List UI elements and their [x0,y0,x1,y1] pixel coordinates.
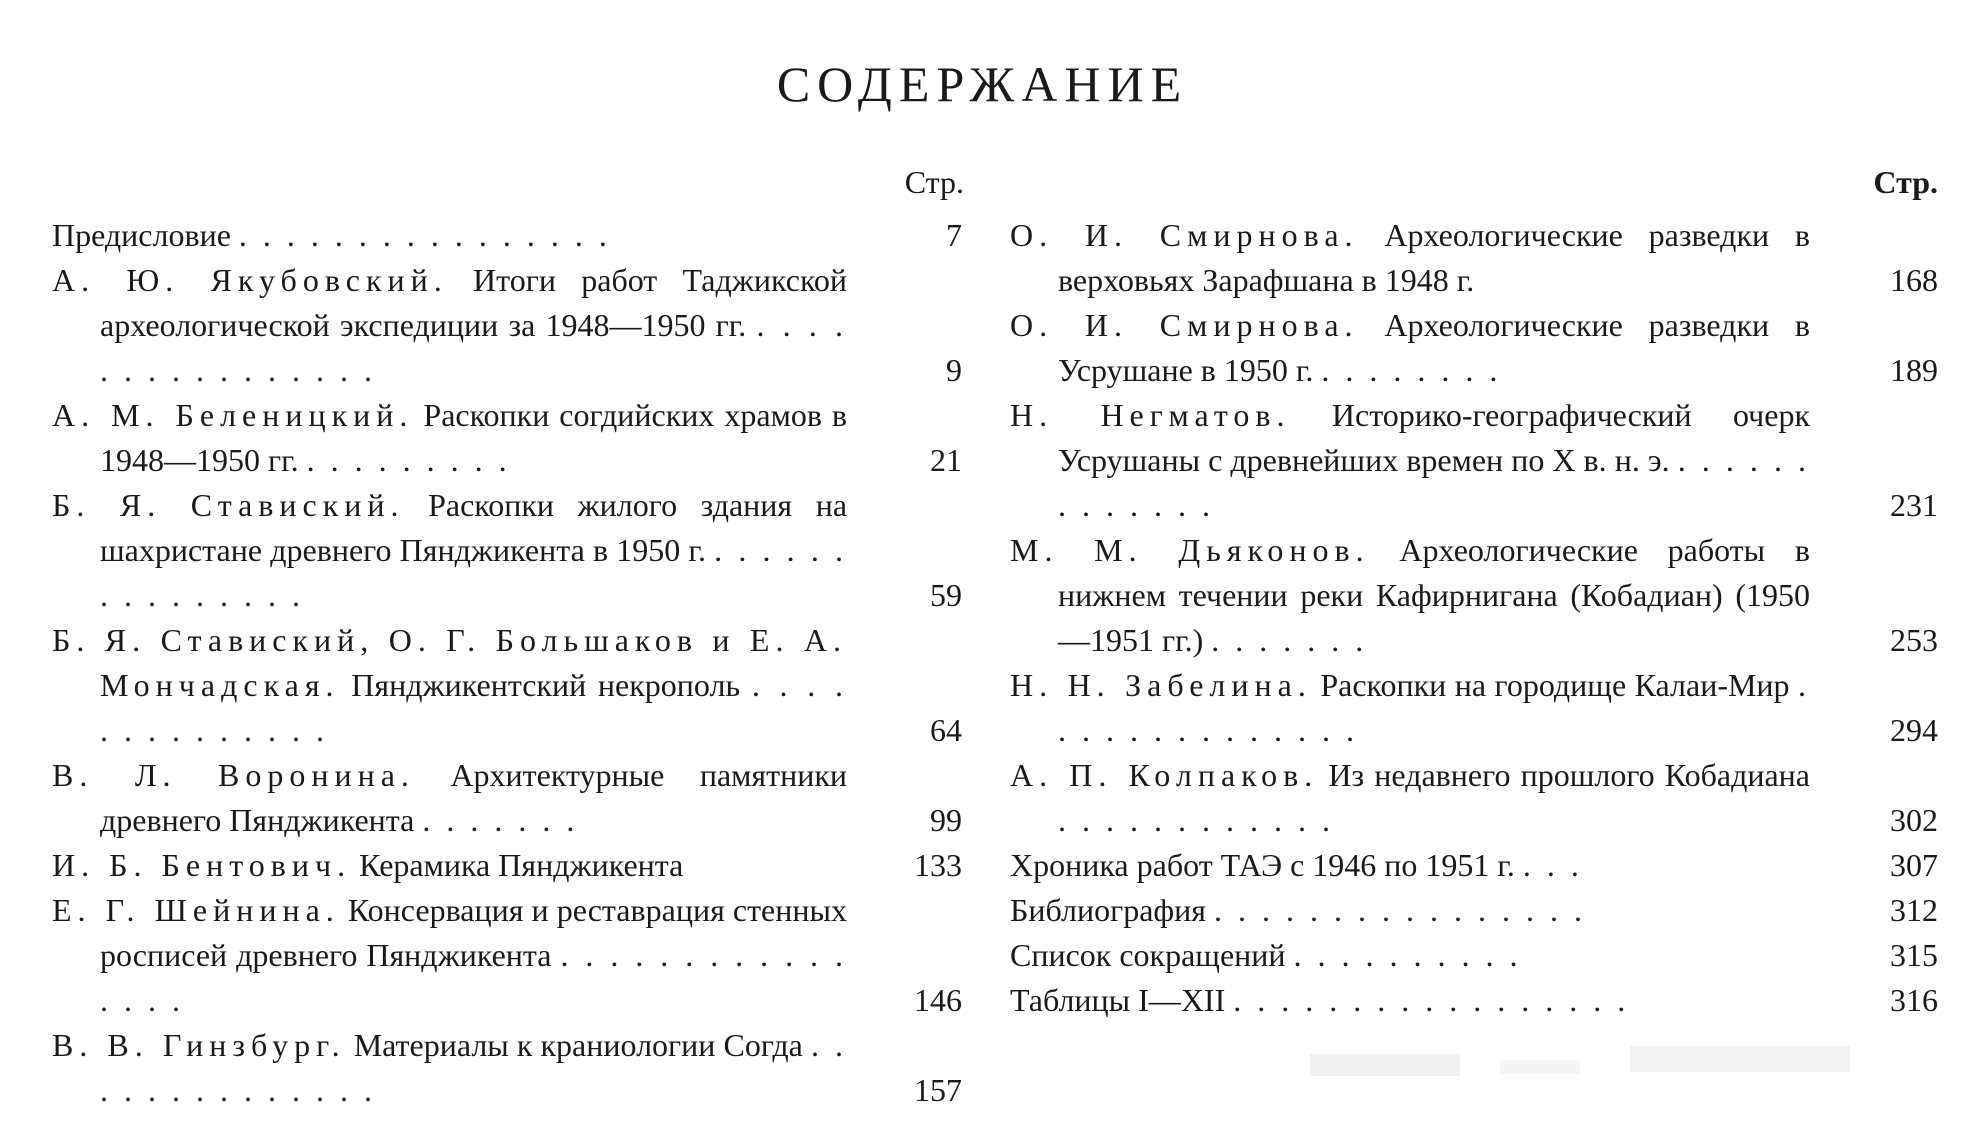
entry-title: Керамика Пянджикента [359,847,684,883]
entry-author: М. М. Дьяконов. [1010,532,1370,568]
entry-title: Консервация и реставрация стенных росписей древнего Пянджикента [100,892,848,973]
toc-entry[interactable] [52,258,967,393]
page-column-header: Стр. [1873,164,1938,200]
toc-entry[interactable] [1010,888,1938,933]
entry-author: Н. Негматов. [1010,397,1291,433]
stamp-smudge-icon [1300,1040,1880,1090]
page-number: 312 [1890,892,1938,928]
leader-dots: . . . . . . . . . . . . . . [100,667,848,748]
leader-dots: . . . . . . . . . . . . . [1058,442,1811,523]
entry-title: Археологические разведки в Усрушане в 1950 г. [1058,307,1811,388]
page-number: 253 [1890,622,1938,658]
entry-author: Б. Я. Ставиский, О. Г. Большаков и Е. А. Мончадская. [52,622,847,703]
leader-dots: . . . . . . . . . . . . . . . . [100,937,848,1018]
page-number: 157 [914,1072,962,1108]
entry-author: И. Б. Бентович. [52,847,352,883]
entry-author: О. И. Смирнова. [1010,217,1359,253]
entry-title: Из недавнего прошлого Кобадиана [1328,757,1811,793]
page-column-header: Стр. [904,164,964,200]
page-number: 307 [1890,847,1938,883]
entry-author: А. М. Беленицкий. [52,397,414,433]
page-number: 99 [930,802,962,838]
entry-title: Материалы к краниологии Согда [353,1027,803,1063]
page-number: 189 [1890,352,1938,388]
leader-dots: . . . [1522,847,1583,883]
leader-dots: . . . . . . . . . [306,442,511,478]
toc-entry[interactable] [1010,303,1938,393]
entry-title: Список сокращений [1010,937,1286,973]
entry-author: В. В. Гинзбург. [52,1027,346,1063]
entry-title: Раскопки жилого здания на шахристане древнего Пянджикента в 1950 г. [100,487,848,568]
entry-title: Раскопки на городище Калаи-Мир [1320,667,1790,703]
entry-title: Библиография [1010,892,1206,928]
leader-dots: . . . . . . . . . . . . [1058,802,1334,838]
entry-title: Таблицы I—XII [1010,982,1226,1018]
leader-dots: . . . . . . . . . . . . . . . [100,532,848,613]
entry-title: Архитектурные памятники древнего Пянджикента [100,757,848,838]
entry-title: Хроника работ ТАЭ с 1946 по 1951 г. [1010,847,1515,883]
toc-entry[interactable] [52,843,967,888]
leader-dots: . . . . . . . . . . . . . . . . [238,217,611,253]
entry-author: Б. Я. Ставиский. [52,487,405,523]
page-number: 231 [1890,487,1938,523]
leader-dots: . . . . . . . . . . . . . . . . [100,307,848,388]
entry-title: Археологические разведки в верховьях Зарафшана в 1948 г. [1058,217,1811,298]
toc-entry[interactable] [52,1023,967,1113]
leader-dots: . . . . . . . . . . . . . . . . . [1233,982,1630,1018]
toc-list [1010,213,1938,1023]
page-number: 302 [1890,802,1938,838]
page-number: 316 [1890,982,1938,1018]
entry-author: Е. Г. Шейнина. [52,892,340,928]
toc-entry[interactable] [1010,843,1938,888]
toc-entry[interactable] [1010,528,1938,663]
page-title: СОДЕРЖАНИЕ [776,56,1189,112]
toc-entry[interactable] [52,393,967,483]
entry-author: А. Ю. Якубовский. [52,262,448,298]
page-number: 21 [930,442,962,478]
toc-entry[interactable] [1010,213,1938,303]
entry-title: Археологические работы в нижнем течении реки Кафирнигана (Кобадиан) (1950—1951 гг.) [1058,532,1811,658]
toc-entry[interactable] [1010,753,1938,843]
entry-title: Итоги работ Таджикской археологической экспедиции за 1948—1950 гг. [100,262,848,343]
toc-entry[interactable] [52,888,967,1023]
toc-entry[interactable] [1010,663,1938,753]
toc-entry[interactable] [1010,978,1938,1023]
page-number: 315 [1890,937,1938,973]
faded-library-stamp [1300,1040,1880,1090]
page-number: 168 [1890,262,1938,298]
leader-dots: . . . . . . . [1211,622,1368,658]
toc-entry[interactable] [1010,393,1938,528]
page-number: 9 [946,352,962,388]
entry-title: Раскопки согдийских храмов в 1948—1950 гг. [100,397,848,478]
leader-dots: . . . . . . . . . . . . . . [1058,667,1811,748]
page-number: 146 [914,982,962,1018]
page-number: 64 [930,712,962,748]
entry-author: Н. Н. Забелина. [1010,667,1312,703]
entry-title: Пянджикентский некрополь [351,667,741,703]
leader-dots: . . . . . . . . . . . . . . . . [1213,892,1586,928]
page-number: 133 [914,847,962,883]
leader-dots: . . . . . . . [422,802,579,838]
leader-dots: . . . . . . . . . . . . . . [100,1027,848,1108]
toc-entry[interactable] [52,753,967,843]
page-number: 294 [1890,712,1938,748]
entry-title: Историко-географический очерк Усрушаны с древнейших времен по X в. н. э. [1058,397,1811,478]
toc-entry[interactable] [52,213,967,258]
entry-author: А. П. Колпаков. [1010,757,1319,793]
toc-entry[interactable] [52,618,967,753]
entry-author: В. Л. Воронина. [52,757,415,793]
leader-dots: . . . . . . . . . . [1293,937,1522,973]
entry-author: О. И. Смирнова. [1010,307,1359,343]
toc-entry[interactable] [52,483,967,618]
toc-entry[interactable] [1010,933,1938,978]
toc-list [52,213,967,1113]
entry-title: Предисловие [52,217,231,253]
page-number: 59 [930,577,962,613]
leader-dots: . . . . . . . . [1321,352,1502,388]
page-number: 7 [946,217,962,253]
